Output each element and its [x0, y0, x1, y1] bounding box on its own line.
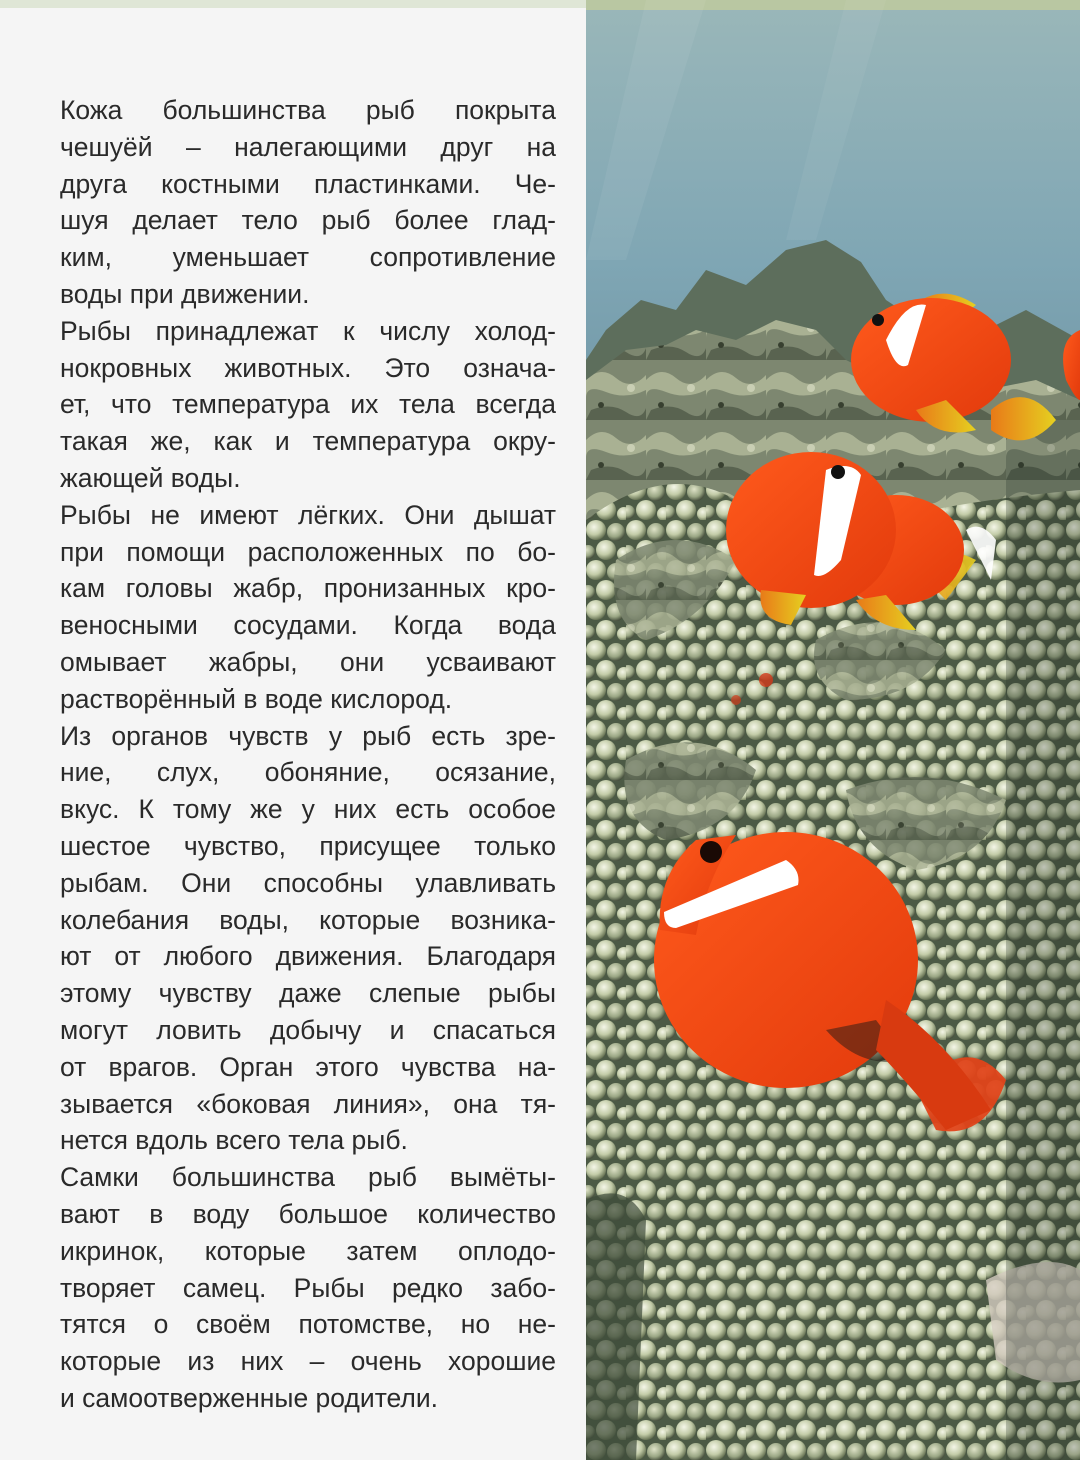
- text-line: тятся о своём потомстве, но не-: [60, 1309, 556, 1340]
- text-line: Рыбы не имеют лёгких. Они дышат: [60, 499, 556, 530]
- paragraph-reproduction: [60, 1159, 556, 1417]
- text-line: Кожа большинства рыб покрыта: [60, 95, 556, 125]
- text-line: шестое чувство, присущее только: [60, 830, 556, 861]
- text-line: ют от любого движения. Благодаря: [60, 941, 556, 972]
- text-line: Самки большинства рыб вымёты-: [60, 1162, 556, 1193]
- text-line: могут ловить добычу и спасаться: [60, 1014, 556, 1045]
- text-line: и самоотверженные родители.: [60, 1382, 439, 1413]
- text-line: Из органов чувств у рыб есть зре-: [60, 720, 556, 751]
- clownfish-photo-svg: [586, 0, 1080, 1460]
- text-line: жающей воды.: [60, 462, 241, 493]
- text-line: шуя делает тело рыб более глад-: [60, 205, 556, 236]
- article-text: [60, 92, 556, 1417]
- text-line: которые из них – очень хорошие: [60, 1346, 556, 1377]
- top-edge-strip: [0, 0, 586, 8]
- text-line: воды при движении.: [60, 278, 310, 309]
- text-line: вкус. К тому же у них есть особое: [60, 794, 556, 825]
- text-line: кам головы жабр, пронизанных кро-: [60, 573, 556, 604]
- paragraph-senses: [60, 718, 556, 1160]
- text-line: омывает жабры, они усваивают: [60, 646, 556, 677]
- text-line: веносными сосудами. Когда вода: [60, 610, 556, 641]
- text-line: ким, уменьшает сопротивление: [60, 242, 556, 273]
- text-line: такая же, как и температура окру-: [60, 426, 556, 457]
- text-line: нется вдоль всего тела рыб.: [60, 1125, 408, 1156]
- text-line: колебания воды, которые возника-: [60, 904, 556, 935]
- paragraph-scales: [60, 92, 556, 313]
- text-line: при помощи расположенных по бо-: [60, 536, 556, 567]
- text-line: ние, слух, обоняние, осязание,: [60, 757, 556, 788]
- text-line: зывается «боковая линия», она тя-: [60, 1088, 556, 1119]
- text-line: вают в воду большое количество: [60, 1198, 556, 1229]
- text-line: нокровных животных. Это означа-: [60, 352, 556, 383]
- text-line: чешуёй – налегающими друг на: [60, 131, 556, 162]
- text-line: творяет самец. Рыбы редко забо-: [60, 1272, 556, 1303]
- text-line: ет, что температура их тела всегда: [60, 389, 556, 420]
- paragraph-breathing: [60, 497, 556, 718]
- text-line: растворённый в воде кислород.: [60, 683, 453, 714]
- text-line: от врагов. Орган этого чувства на-: [60, 1051, 556, 1082]
- text-line: рыбам. Они способны улавливать: [60, 867, 556, 898]
- paragraph-cold-blooded: [60, 313, 556, 497]
- text-line: этому чувству даже слепые рыбы: [60, 978, 556, 1009]
- text-line: икринок, которые затем оплодо-: [60, 1235, 556, 1266]
- clownfish-photo: [586, 0, 1080, 1460]
- text-line: друга костными пластинками. Че-: [60, 168, 556, 199]
- text-line: Рыбы принадлежат к числу холод-: [60, 315, 556, 346]
